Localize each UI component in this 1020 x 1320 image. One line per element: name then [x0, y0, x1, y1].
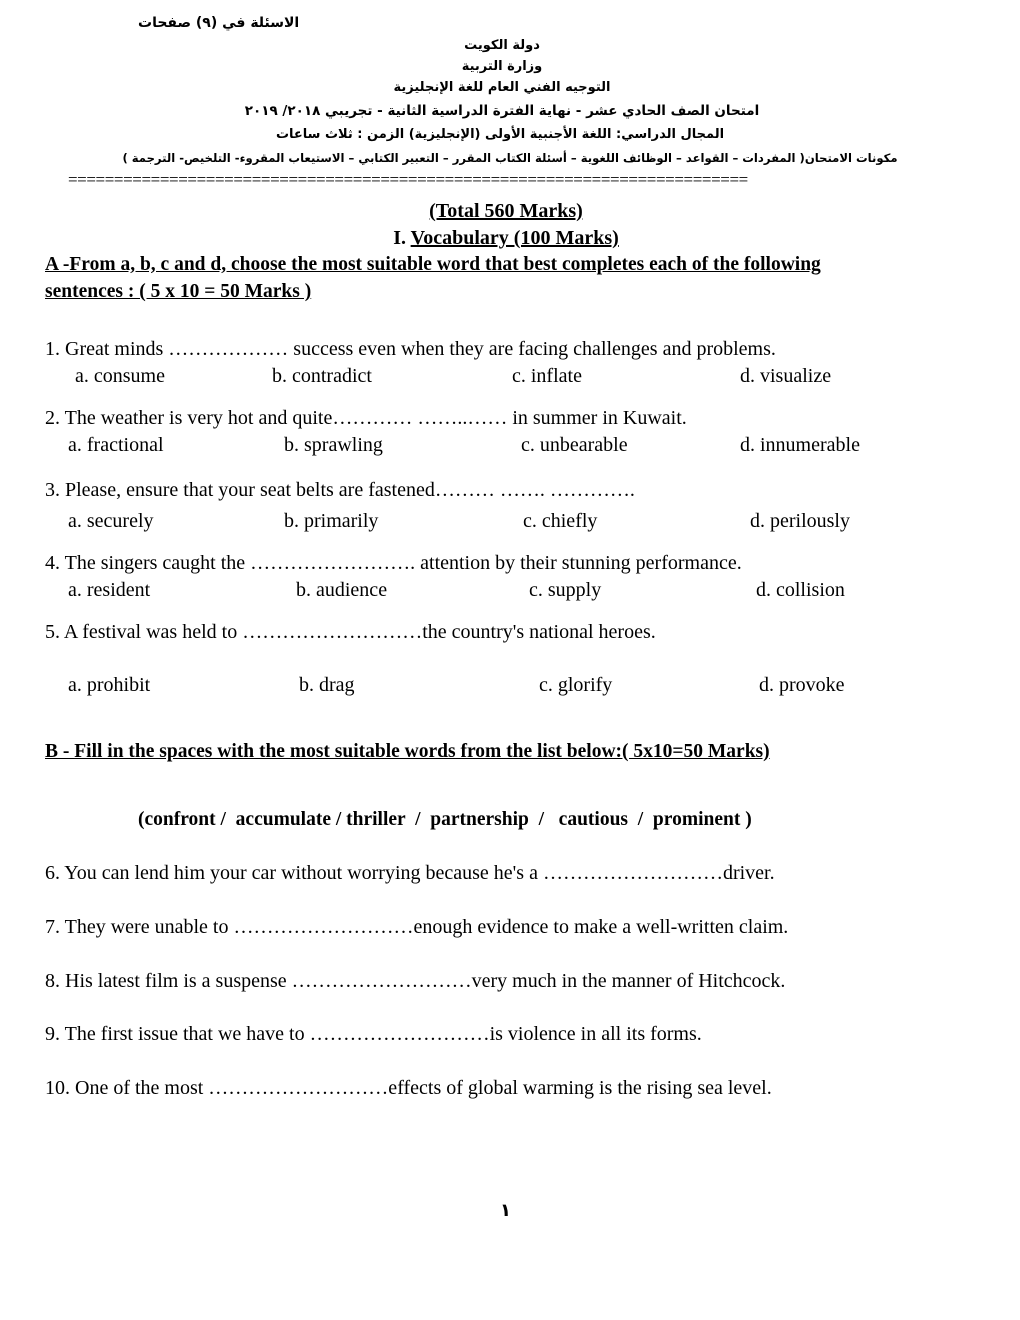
- question-4: 4. The singers caught the ……………………. attention by their stunning performance.: [45, 552, 742, 574]
- q1-option-d: d. visualize: [740, 365, 832, 387]
- q5-option-c: c. glorify: [539, 674, 613, 696]
- section-heading: [0, 227, 1016, 250]
- q5-option-b: b. drag: [299, 674, 355, 696]
- part-a-instruction-1: A -From a, b, c and d, choose the most suitable word that best completes each of the following: [45, 254, 821, 275]
- section-title: Vocabulary (100 Marks): [410, 227, 619, 249]
- q4-option-c: c. supply: [529, 579, 602, 601]
- question-8: 8. His latest film is a suspense ………………………very much in the manner of Hitchcock.: [45, 970, 786, 992]
- q5-option-d: d. provoke: [759, 674, 845, 696]
- header-divider: ==========================================================================: [68, 170, 748, 189]
- page-number: ١: [500, 1200, 511, 1221]
- header-subject-time: المجال الدراسي: اللغة الأجنبية الأولى (الإنجليزية) الزمن : ثلاث ساعات: [275, 127, 725, 142]
- header-state: دولة الكويت: [464, 38, 540, 53]
- q3-option-b: b. primarily: [284, 510, 379, 532]
- question-3: 3. Please, ensure that your seat belts are fastened……… ……. ………….: [45, 479, 635, 501]
- q1-option-b: b. contradict: [272, 365, 372, 387]
- question-2: 2. The weather is very hot and quite………… ……..…… in summer in Kuwait.: [45, 407, 687, 429]
- question-5: 5. A festival was held to ………………………the country's national heroes.: [45, 621, 656, 643]
- question-7: 7. They were unable to ………………………enough evidence to make a well-written claim.: [45, 916, 789, 938]
- word-list: (confront / accumulate / thriller / partnership / cautious / prominent ): [138, 809, 752, 830]
- section-number: I.: [393, 227, 406, 249]
- q5-option-a: a. prohibit: [68, 674, 151, 696]
- q2-option-b: b. sprawling: [284, 434, 383, 456]
- part-a-instruction-2: sentences : ( 5 x 10 = 50 Marks ): [45, 281, 312, 302]
- question-1: 1. Great minds ……………… success even when they are facing challenges and problems.: [45, 338, 776, 360]
- q1-option-a: a. consume: [75, 365, 165, 387]
- q4-option-b: b. audience: [296, 579, 388, 601]
- q4-option-a: a. resident: [68, 579, 151, 601]
- q3-option-c: c. chiefly: [523, 510, 598, 532]
- q2-option-d: d. innumerable: [740, 434, 860, 456]
- q3-option-d: d. perilously: [750, 510, 850, 532]
- header-ministry: وزارة التربية: [461, 59, 543, 74]
- header-components: مكونات الامتحان( المفردات – القواعد – الوظائف اللغوية – أسئلة الكتاب المقرر – التعبير الكتابي – الاستيعاب المقروء- التلخيص- الترجمة ): [122, 151, 898, 165]
- pages-note: الاسئلة في (٩) صفحات: [138, 15, 300, 31]
- q1-option-c: c. inflate: [512, 365, 582, 387]
- total-marks: (Total 560 Marks): [429, 200, 583, 222]
- question-10: 10. One of the most ………………………effects of global warming is the rising sea level.: [45, 1077, 772, 1099]
- q4-option-d: d. collision: [756, 579, 845, 601]
- q3-option-a: a. securely: [68, 510, 154, 532]
- question-6: 6. You can lend him your car without worrying because he's a ………………………driver.: [45, 862, 775, 884]
- header-exam: امتحان الصف الحادي عشر - نهاية الفترة الدراسية الثانية - تجريبي ٢٠١٨/ ٢٠١٩: [244, 103, 760, 119]
- part-b-instruction: B - Fill in the spaces with the most suitable words from the list below:( 5x10=50 Marks): [45, 741, 770, 762]
- question-9: 9. The first issue that we have to ………………………is violence in all its forms.: [45, 1023, 702, 1045]
- header-department: التوجيه الفني العام للغة الإنجليزية: [393, 80, 611, 95]
- q2-option-a: a. fractional: [68, 434, 164, 456]
- q2-option-c: c. unbearable: [521, 434, 628, 456]
